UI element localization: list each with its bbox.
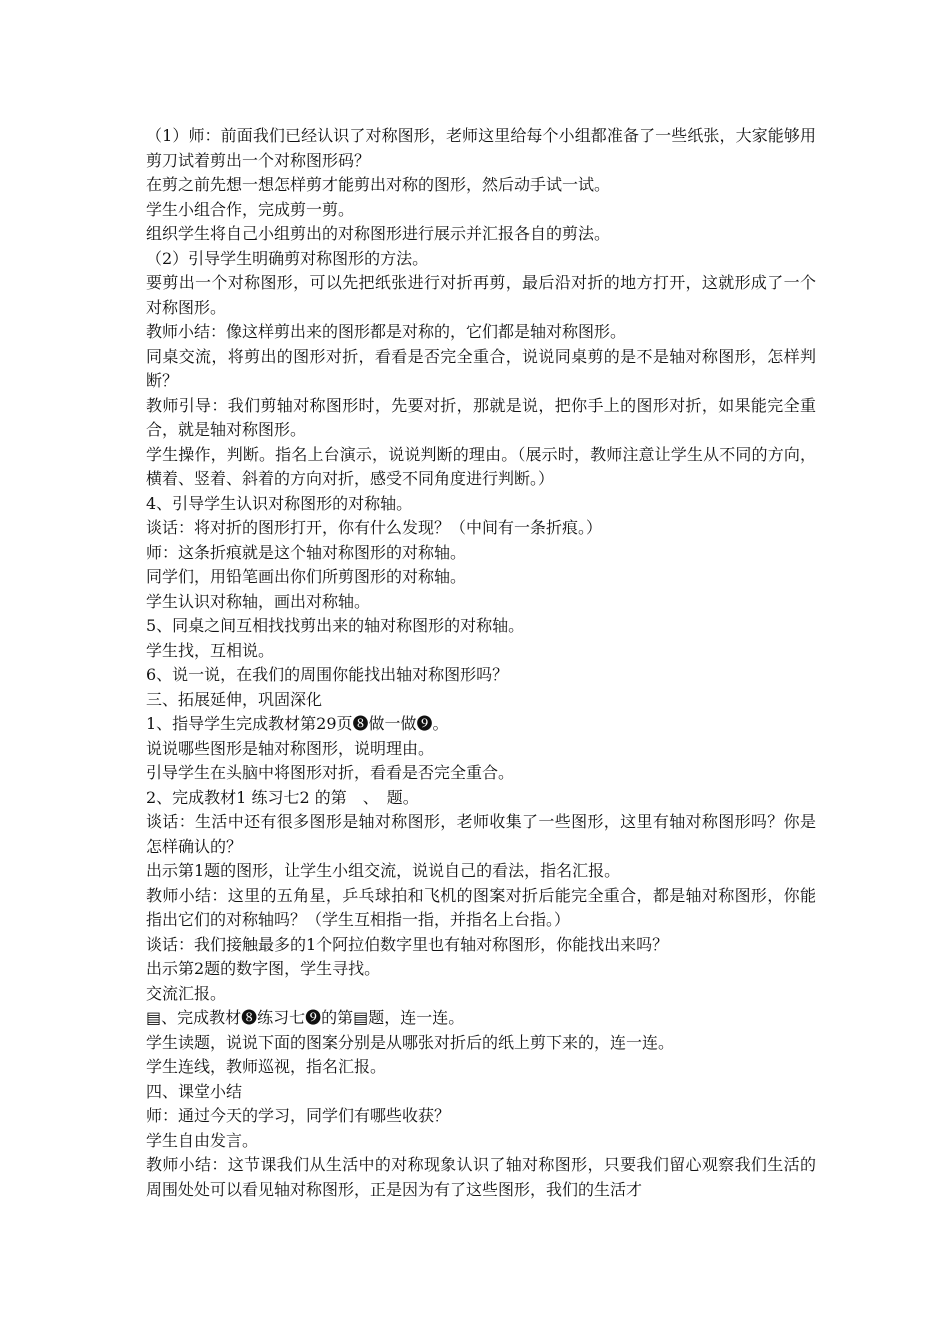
paragraph-24: 谈话：生活中还有很多图形是轴对称图形，老师收集了一些图形，这里有轴对称图形吗？你是怎样确认的？ xyxy=(146,812,816,856)
paragraph-5: （2）引导学生明确剪对称图形的方法。 xyxy=(146,248,429,268)
paragraph-20: 1、指导学生完成教材第29页❽做一做❾。 xyxy=(146,714,449,733)
paragraph-29: 交流汇报。 xyxy=(146,983,227,1003)
paragraph-11: 4、引导学生认识对称图形的对称轴。 xyxy=(146,493,413,513)
paragraph-7: 教师小结：像这样剪出来的图形都是对称的，它们都是轴对称图形。 xyxy=(146,322,627,341)
paragraph-13: 师：这条折痕就是这个轴对称图形的对称轴。 xyxy=(146,542,467,562)
paragraph-22: 引导学生在头脑中将图形对折，看看是否完全重合。 xyxy=(146,763,515,782)
paragraph-1: （1）师：前面我们已经认识了对称图形，老师这里给每个小组都准备了一些纸张，大家能够用剪刀试着剪出一个对称图形码？ xyxy=(146,126,816,170)
paragraph-23: 2、完成教材1 练习七2 的第 、 题。 xyxy=(146,787,419,807)
paragraph-35: 学生自由发言。 xyxy=(146,1130,259,1150)
paragraph-36: 教师小结：这节课我们从生活中的对称现象认识了轴对称图形，只要我们留心观察我们生活的周围处处可以看见轴对称图形，正是因为有了这些图形，我们的生活才 xyxy=(146,1155,816,1199)
document-body xyxy=(146,124,816,1202)
paragraph-28: 出示第2题的数字图，学生寻找。 xyxy=(146,959,381,978)
paragraph-16: 5、同桌之间互相找找剪出来的轴对称图形的对称轴。 xyxy=(146,616,525,635)
paragraph-9: 教师引导：我们剪轴对称图形时，先要对折，那就是说，把你手上的图形对折，如果能完全重合，就是轴对称图形。 xyxy=(146,395,816,439)
paragraph-27: 谈话：我们接触最多的1个阿拉伯数字里也有轴对称图形，你能找出来吗？ xyxy=(146,934,669,954)
paragraph-2: 在剪之前先想一想怎样剪才能剪出对称的图形，然后动手试一试。 xyxy=(146,175,611,194)
paragraph-12: 谈话：将对折的图形打开，你有什么发现？（中间有一条折痕。） xyxy=(146,518,603,537)
paragraph-26: 教师小结：这里的五角星，乒乓球拍和飞机的图案对折后能完全重合，都是轴对称图形，你能指出它们的对称轴吗？（学生互相指一指，并指名上台指。） xyxy=(146,885,816,929)
paragraph-21: 说说哪些图形是轴对称图形，说明理由。 xyxy=(146,738,435,758)
section-heading-3: 三、拓展延伸，巩固深化 xyxy=(146,689,323,709)
paragraph-10: 学生操作，判断。指名上台演示，说说判断的理由。（展示时，教师注意让学生从不同的方向，横着、竖着、斜着的方向对折，感受不同角度进行判断。） xyxy=(146,444,816,488)
paragraph-8: 同桌交流，将剪出的图形对折，看看是否完全重合，说说同桌剪的是不是轴对称图形，怎样判断？ xyxy=(146,346,816,390)
paragraph-25: 出示第1题的图形，让学生小组交流，说说自己的看法，指名汇报。 xyxy=(146,861,621,880)
paragraph-32: 学生连线，教师巡视，指名汇报。 xyxy=(146,1057,387,1076)
paragraph-4: 组织学生将自己小组剪出的对称图形进行展示并汇报各自的剪法。 xyxy=(146,224,611,243)
paragraph-6: 要剪出一个对称图形，可以先把纸张进行对折再剪，最后沿对折的地方打开，这就形成了一个对称图形。 xyxy=(146,273,816,317)
paragraph-3: 学生小组合作，完成剪一剪。 xyxy=(146,199,355,219)
paragraph-17: 学生找，互相说。 xyxy=(146,640,275,660)
paragraph-14: 同学们，用铅笔画出你们所剪图形的对称轴。 xyxy=(146,567,467,586)
paragraph-34: 师：通过今天的学习，同学们有哪些收获？ xyxy=(146,1106,451,1125)
paragraph-31: 学生读题，说说下面的图案分别是从哪张对折后的纸上剪下来的，连一连。 xyxy=(146,1032,675,1052)
paragraph-30: ▤、完成教材❽练习七❾的第▤题，连一连。 xyxy=(146,1008,465,1027)
section-heading-4: 四、课堂小结 xyxy=(146,1081,243,1101)
paragraph-15: 学生认识对称轴，画出对称轴。 xyxy=(146,591,371,611)
paragraph-18: 6、说一说，在我们的周围你能找出轴对称图形吗？ xyxy=(146,665,509,684)
